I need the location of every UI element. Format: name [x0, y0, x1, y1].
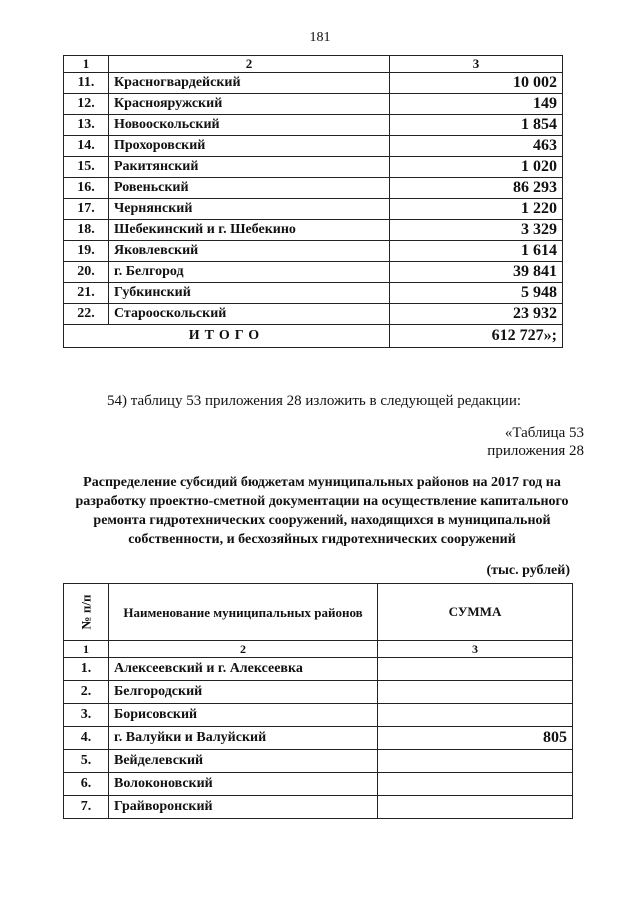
- table-header-row: [64, 584, 573, 641]
- district-name: Новооскольский: [109, 115, 390, 136]
- row-number: 16.: [64, 178, 109, 199]
- districts-table-continued: [63, 55, 563, 348]
- column-header: 2: [109, 56, 390, 73]
- table-row: [64, 658, 573, 681]
- district-value: 463: [390, 136, 563, 157]
- district-name: Чернянский: [109, 199, 390, 220]
- column-number-row: [64, 56, 563, 73]
- row-number: 14.: [64, 136, 109, 157]
- header-row-number: [64, 584, 109, 641]
- table-row: [64, 136, 563, 157]
- table-row: [64, 199, 563, 220]
- district-value: 10 002: [390, 73, 563, 94]
- row-number: 13.: [64, 115, 109, 136]
- subsidy-distribution-table: [63, 583, 573, 819]
- table-row: [64, 262, 563, 283]
- district-name: г. Валуйки и Валуйский: [109, 727, 378, 750]
- total-label: ИТОГО: [64, 325, 390, 348]
- district-value: 1 220: [390, 199, 563, 220]
- total-value: 612 727»;: [390, 325, 563, 348]
- district-value: 23 932: [390, 304, 563, 325]
- row-number: 6.: [64, 773, 109, 796]
- row-number: 22.: [64, 304, 109, 325]
- district-value: 149: [390, 94, 563, 115]
- district-value: 1 854: [390, 115, 563, 136]
- district-name: Ровеньский: [109, 178, 390, 199]
- table-row: [64, 796, 573, 819]
- table-row: [64, 750, 573, 773]
- district-value: [378, 750, 573, 773]
- district-name: Грайворонский: [109, 796, 378, 819]
- total-row: [64, 325, 563, 348]
- row-number: 19.: [64, 241, 109, 262]
- column-number: 2: [109, 641, 378, 658]
- annex-table-label: «Таблица 53: [504, 425, 584, 441]
- district-name: Губкинский: [109, 283, 390, 304]
- district-name: Прохоровский: [109, 136, 390, 157]
- column-number: 3: [378, 641, 573, 658]
- annex-appendix-label: приложения 28: [487, 443, 584, 459]
- column-number: 1: [64, 641, 109, 658]
- district-value: [378, 681, 573, 704]
- district-name: Ракитянский: [109, 157, 390, 178]
- row-number: 2.: [64, 681, 109, 704]
- district-name: Волоконовский: [109, 773, 378, 796]
- table-row: [64, 241, 563, 262]
- table-row: [64, 178, 563, 199]
- row-number: 12.: [64, 94, 109, 115]
- table-row: [64, 94, 563, 115]
- header-sum: СУММА: [378, 584, 573, 641]
- row-number: 5.: [64, 750, 109, 773]
- table-row: [64, 115, 563, 136]
- row-number: 18.: [64, 220, 109, 241]
- row-number: 15.: [64, 157, 109, 178]
- column-number-row: [64, 641, 573, 658]
- district-name: Белгородский: [109, 681, 378, 704]
- row-number: 7.: [64, 796, 109, 819]
- district-name: Вейделевский: [109, 750, 378, 773]
- district-name: Борисовский: [109, 704, 378, 727]
- row-number: 17.: [64, 199, 109, 220]
- district-name: Яковлевский: [109, 241, 390, 262]
- row-number: 1.: [64, 658, 109, 681]
- district-name: Алексеевский и г. Алексеевка: [109, 658, 378, 681]
- district-value: 86 293: [390, 178, 563, 199]
- district-value: 3 329: [390, 220, 563, 241]
- table-row: [64, 773, 573, 796]
- row-number: 3.: [64, 704, 109, 727]
- amendment-instruction: 54) таблицу 53 приложения 28 изложить в следующей редакции:: [107, 393, 522, 409]
- row-number: 11.: [64, 73, 109, 94]
- district-name: г. Белгород: [109, 262, 390, 283]
- page-number: 181: [309, 30, 331, 45]
- district-name: Краснояружский: [109, 94, 390, 115]
- table-row: [64, 157, 563, 178]
- units-label: (тыс. рублей): [486, 563, 570, 578]
- row-number: 4.: [64, 727, 109, 750]
- district-value: 1 614: [390, 241, 563, 262]
- district-value: [378, 773, 573, 796]
- table-row: [64, 704, 573, 727]
- header-row-number-text: № п/п: [78, 594, 93, 629]
- district-value: [378, 658, 573, 681]
- column-header: 1: [64, 56, 109, 73]
- district-value: [378, 796, 573, 819]
- document-title: Распределение субсидий бюджетам муниципальных районов на 2017 год на разработку проектно-сметной документации на осуществление капитального ремонта гидротехнических сооружений, находящихся в муниципальной собственности, и бесхозяйных гидротехнических сооружений: [75, 475, 569, 547]
- table-row: [64, 283, 563, 304]
- district-name: Шебекинский и г. Шебекино: [109, 220, 390, 241]
- row-number: 20.: [64, 262, 109, 283]
- district-name: Красногвардейский: [109, 73, 390, 94]
- row-number: 21.: [64, 283, 109, 304]
- district-name: Старооскольский: [109, 304, 390, 325]
- district-value: 5 948: [390, 283, 563, 304]
- table-row: [64, 220, 563, 241]
- district-value: [378, 704, 573, 727]
- district-value: 39 841: [390, 262, 563, 283]
- district-value: 805: [378, 727, 573, 750]
- header-district-name: Наименование муниципальных районов: [109, 584, 378, 641]
- table-row: [64, 727, 573, 750]
- district-value: 1 020: [390, 157, 563, 178]
- column-header: 3: [390, 56, 563, 73]
- table-row: [64, 73, 563, 94]
- table-row: [64, 681, 573, 704]
- table-row: [64, 304, 563, 325]
